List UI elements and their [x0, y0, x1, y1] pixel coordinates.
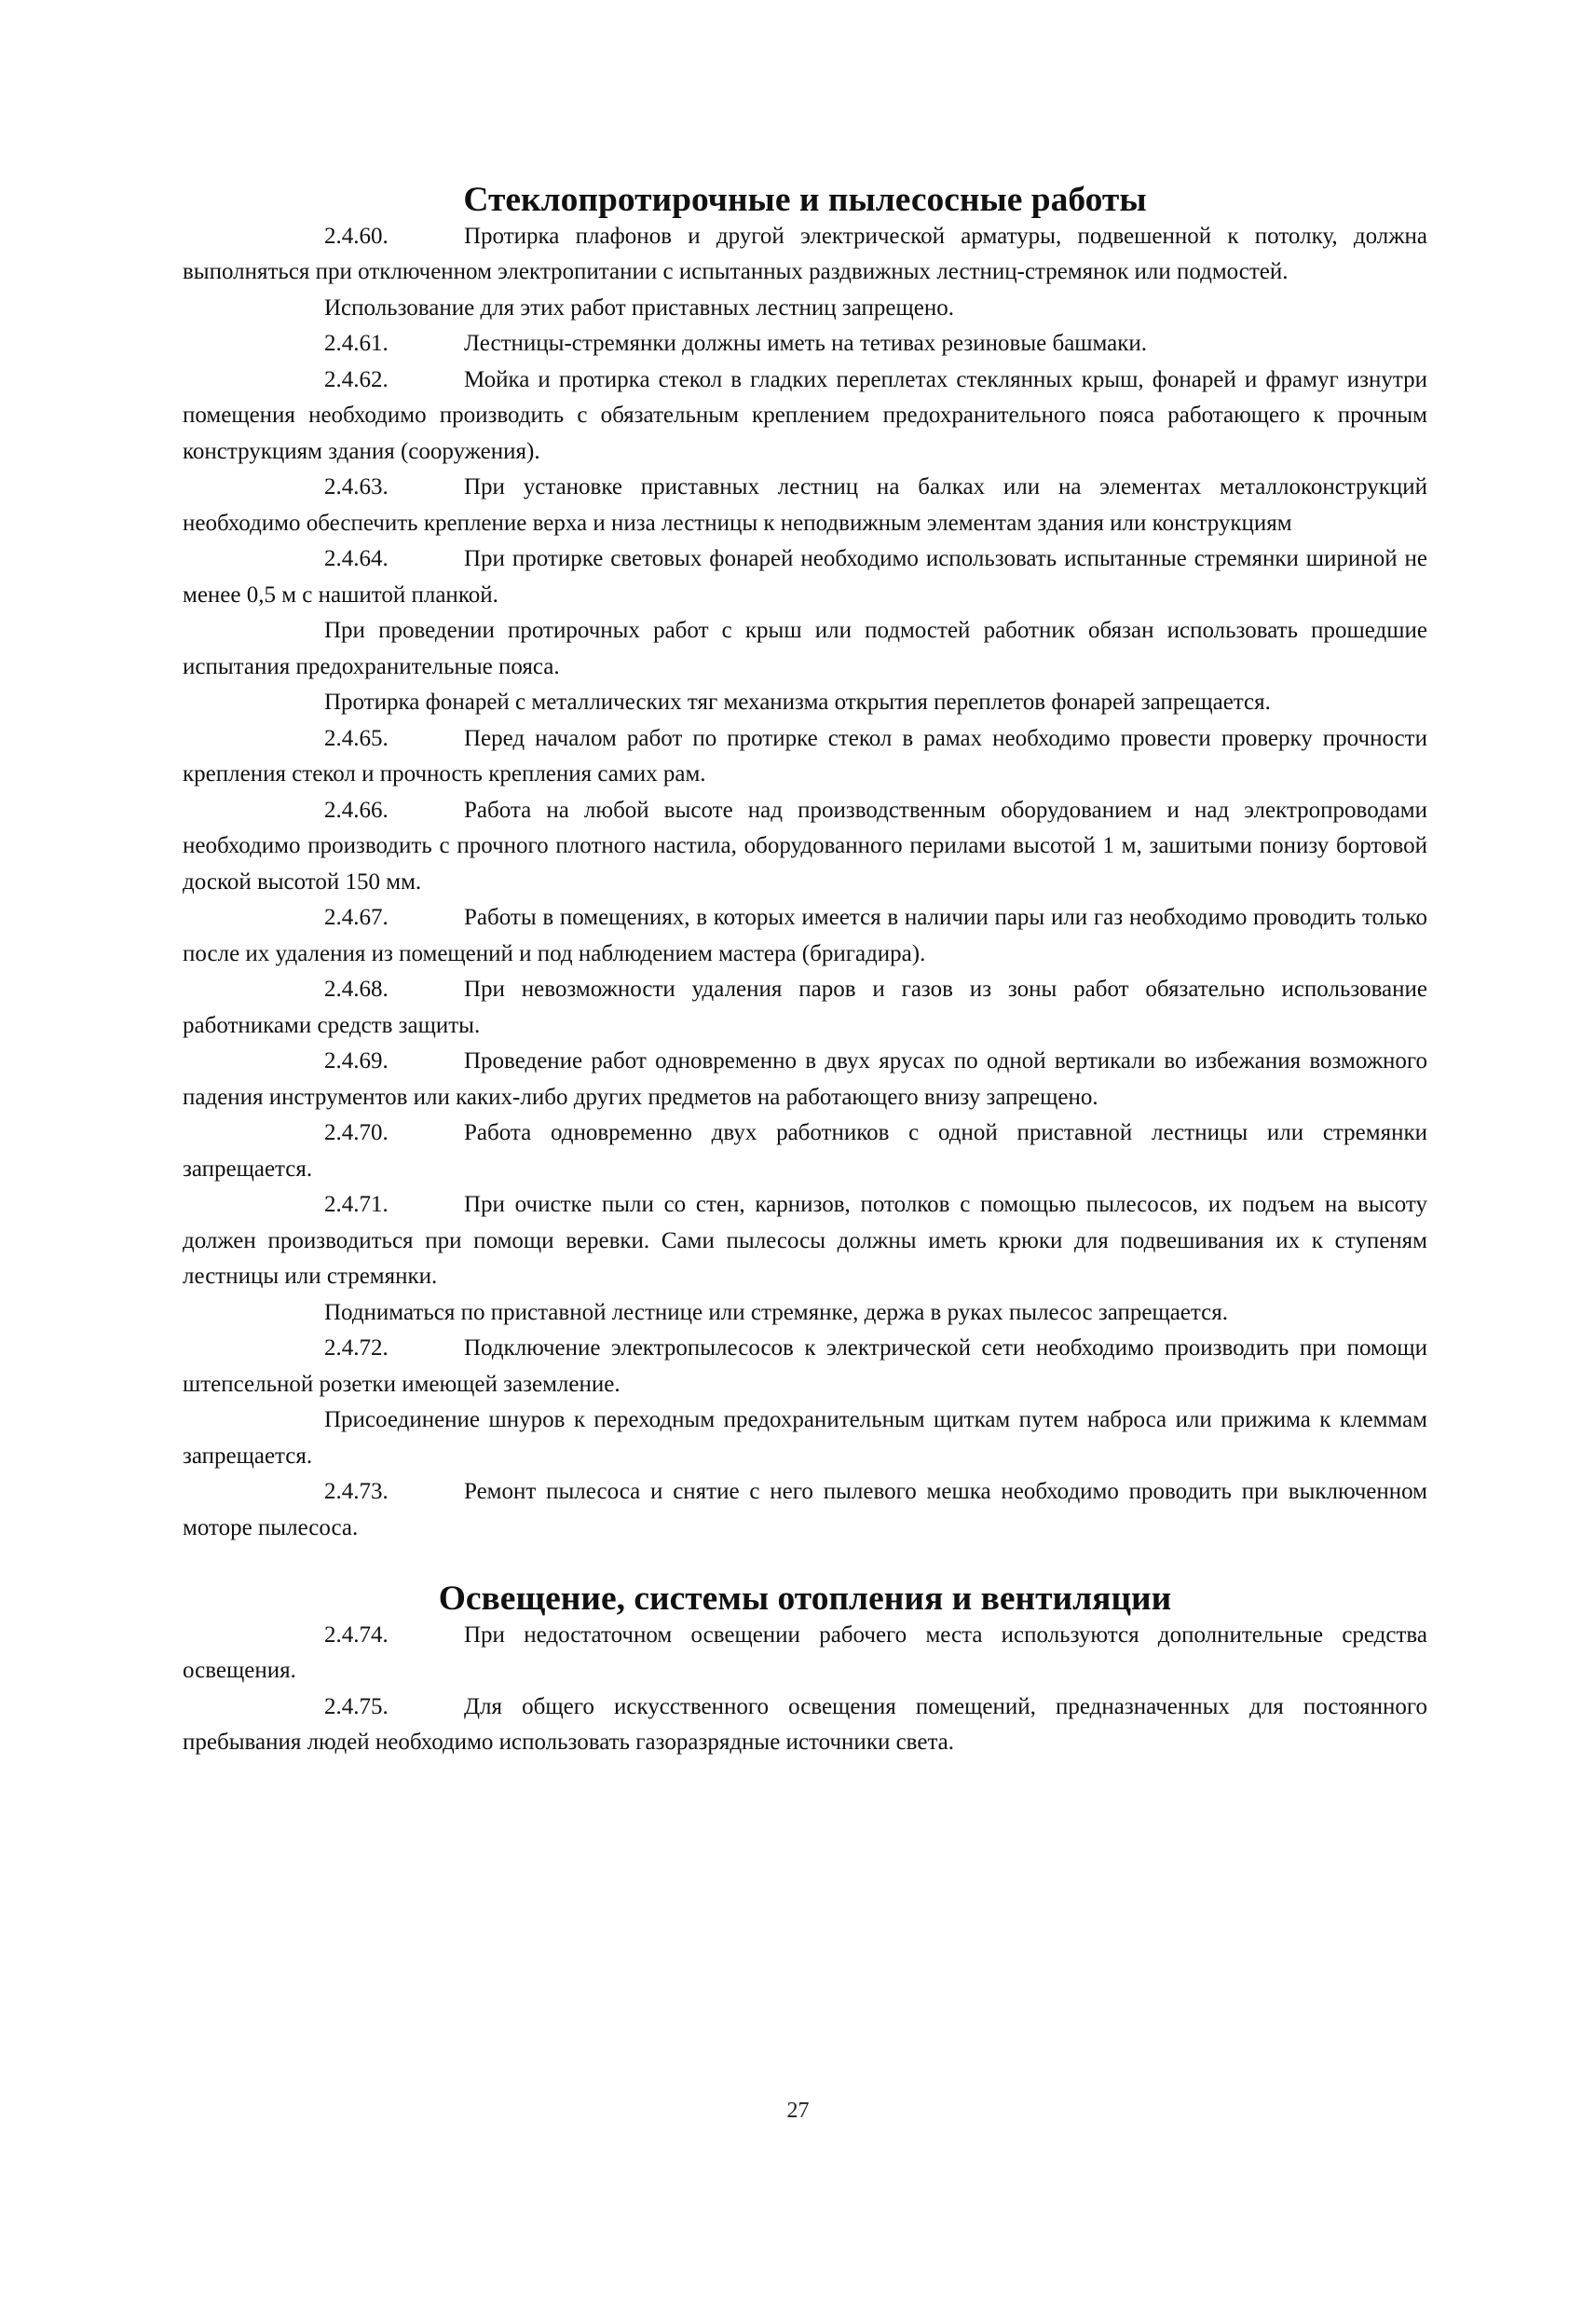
paragraph — [183, 1474, 1427, 1546]
clause-number: 2.4.61. — [324, 331, 389, 356]
paragraph — [183, 613, 1427, 685]
paragraph — [183, 1187, 1427, 1295]
clause-number: 2.4.60. — [324, 223, 389, 249]
clause-number: 2.4.70. — [324, 1120, 389, 1145]
clause-number: 2.4.74. — [324, 1621, 389, 1648]
paragraph — [183, 1115, 1427, 1187]
paragraph — [183, 1295, 1427, 1332]
clause-text: Проведение работ одновременно в двух ярусах по одной вертикали во избежания возможного падения инструментов или каких-либо других предметов на работающего внизу запрещено. — [183, 1048, 1427, 1110]
clause-text: При проведении протирочных работ с крыш или подмостей работник обязан использовать прошедшие испытания предохранительные пояса. — [183, 618, 1427, 679]
clause-text: Мойка и протирка стекол в гладких переплетах стеклянных крыш, фонарей и фрамуг изнутри помещения необходимо производить с обязательным креплением предохранительного пояса работающего к прочным конструкциям здания (сооружения). — [183, 366, 1427, 464]
paragraph — [183, 541, 1427, 613]
document-page — [183, 183, 1427, 1761]
section-body-lighting — [183, 1618, 1427, 1761]
section-title-cleaning: Стеклопротирочные и пылесосные работы — [463, 181, 1147, 219]
clause-text: Ремонт пылесоса и снятие с него пылевого мешка необходимо проводить при выключенном моторе пылесоса. — [183, 1479, 1427, 1540]
clause-text: Использование для этих работ приставных лестниц запрещено. — [324, 294, 954, 321]
paragraph — [183, 721, 1427, 793]
clause-text: При недостаточном освещении рабочего места используются дополнительные средства освещения. — [183, 1621, 1427, 1683]
paragraph — [183, 363, 1427, 471]
clause-number: 2.4.63. — [324, 474, 389, 499]
clause-number: 2.4.62. — [324, 366, 389, 392]
paragraph — [183, 900, 1427, 972]
section-body-cleaning — [183, 219, 1427, 1547]
clause-number: 2.4.66. — [324, 797, 389, 823]
clause-text: При очистке пыли со стен, карнизов, потолков с помощью пылесосов, их подъем на высоту должен производиться при помощи веревки. Сами пылесосы должны иметь крюки для подвешивания их к ступеням лестницы или стремянки. — [183, 1192, 1427, 1289]
paragraph — [183, 1331, 1427, 1402]
paragraph — [183, 219, 1427, 291]
clause-text: При невозможности удаления паров и газов из зоны работ обязательно использование работниками средств защиты. — [183, 977, 1427, 1038]
paragraph — [183, 685, 1427, 721]
clause-text: Протирка фонарей с металлических тяг механизма открытия переплетов фонарей запрещается. — [324, 690, 1271, 715]
clause-text: Присоединение шнуров к переходным предохранительным щиткам путем наброса или прижима к клеммам запрещается. — [183, 1407, 1427, 1469]
clause-number: 2.4.64. — [324, 546, 389, 571]
section-title-lighting: Освещение, системы отопления и вентиляции — [438, 1580, 1172, 1618]
paragraph — [183, 1618, 1427, 1690]
paragraph — [183, 291, 1427, 327]
clause-text: Протирка плафонов и другой электрической арматуры, подвешенной к потолку, должна выполняться при отключенном электропитании с испытанных раздвижных лестниц-стремянок или подмостей. — [183, 223, 1427, 284]
clause-number: 2.4.69. — [324, 1048, 389, 1074]
paragraph — [183, 793, 1427, 901]
clause-text: Подключение электропылесосов к электрической сети необходимо производить при помощи штепсельной розетки имеющей заземление. — [183, 1335, 1427, 1397]
clause-text: Подниматься по приставной лестнице или стремянке, держа в руках пылесос запрещается. — [324, 1299, 1228, 1325]
clause-text: Работа одновременно двух работников с одной приставной лестницы или стремянки запрещается. — [183, 1120, 1427, 1182]
clause-number: 2.4.75. — [324, 1693, 389, 1719]
clause-text: Лестницы-стремянки должны иметь на тетивах резиновые башмаки. — [464, 331, 1148, 356]
paragraph — [183, 972, 1427, 1044]
clause-number: 2.4.72. — [324, 1335, 389, 1361]
paragraph — [183, 326, 1427, 363]
paragraph — [183, 1690, 1427, 1761]
clause-text: Перед началом работ по протирке стекол в рамах необходимо провести проверку прочности крепления стекол и прочность крепления самих рам. — [183, 725, 1427, 787]
clause-text: Работа на любой высоте над производственным оборудованием и над электропроводами необходимо производить с прочного плотного настила, оборудованного перилами высотой 1 м, зашитыми понизу бортовой доской высотой 150 мм. — [183, 797, 1427, 895]
paragraph — [183, 470, 1427, 541]
clause-text: Работы в помещениях, в которых имеется в наличии пары или газ необходимо проводить только после их удаления из помещений и под наблюдением мастера (бригадира). — [183, 905, 1427, 966]
page-number: 27 — [786, 2099, 810, 2123]
clause-text: При установке приставных лестниц на балках или на элементах металлоконструкций необходимо обеспечить крепление верха и низа лестницы к неподвижным элементам здания или конструкциям — [183, 474, 1427, 536]
clause-text: При протирке световых фонарей необходимо использовать испытанные стремянки шириной не менее 0,5 м с нашитой планкой. — [183, 546, 1427, 608]
clause-text: Для общего искусственного освещения помещений, предназначенных для постоянного пребывания людей необходимо использовать газоразрядные источники света. — [183, 1693, 1427, 1755]
clause-number: 2.4.73. — [324, 1479, 389, 1504]
clause-number: 2.4.71. — [324, 1192, 389, 1217]
clause-number: 2.4.68. — [324, 977, 389, 1002]
paragraph — [183, 1402, 1427, 1474]
clause-number: 2.4.67. — [324, 905, 389, 930]
clause-number: 2.4.65. — [324, 725, 389, 751]
paragraph — [183, 1044, 1427, 1115]
